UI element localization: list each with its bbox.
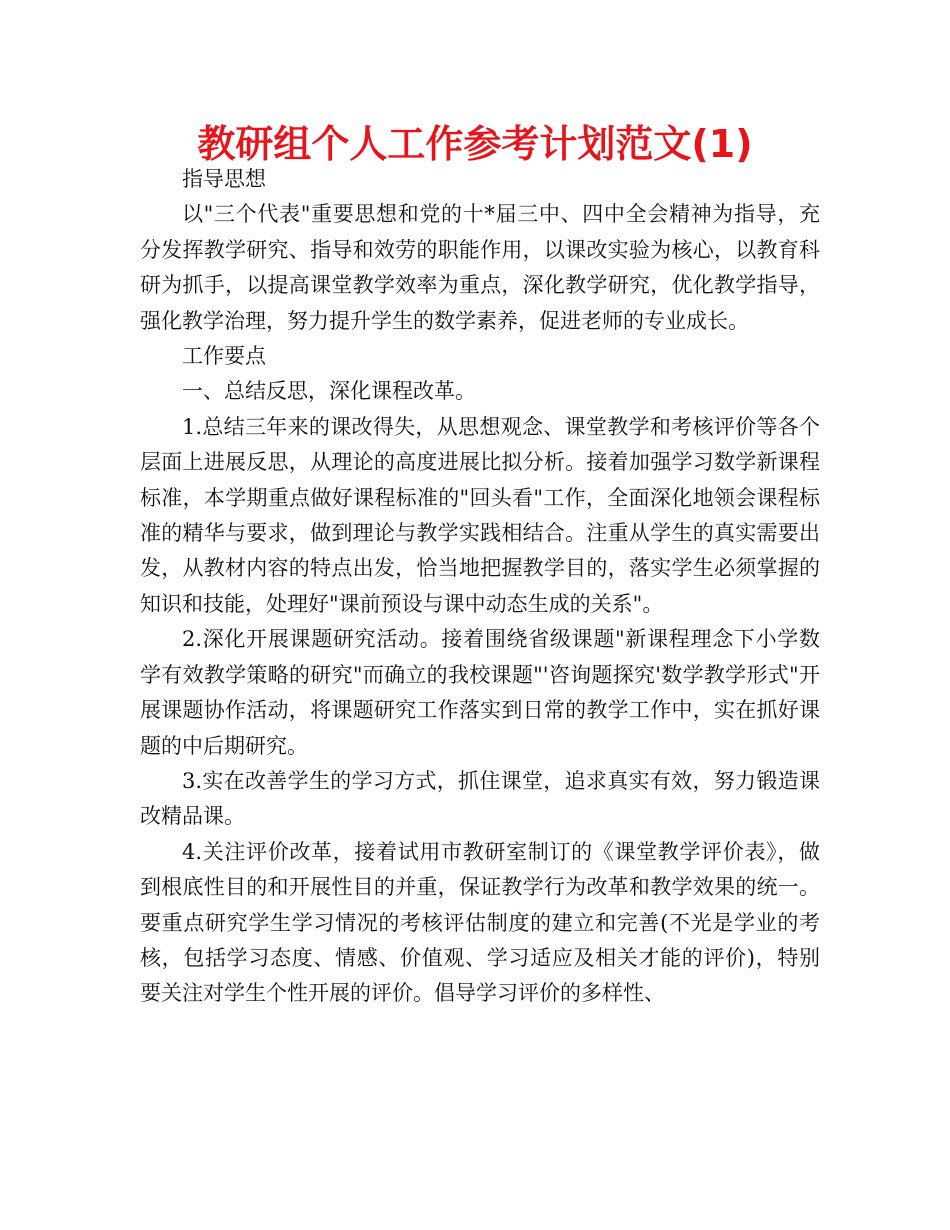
subsection-heading: 一、总结反思，深化课程改革。	[182, 379, 476, 404]
document-body	[140, 162, 820, 1012]
section-heading: 工作要点	[182, 344, 266, 369]
paragraph: 以"三个代表"重要思想和党的十*届三中、四中全会精神为指导，充分发挥教学研究、指导和效劳的职能作用，以课改实验为核心，以教育科研为抓手，以提高课堂教学效率为重点，深化教学研究，优化教学指导，强化教学治理，努力提升学生的数学素养，促进老师的专业成长。	[140, 202, 820, 333]
paragraph: 1.总结三年来的课改得失，从思想观念、课堂教学和考核评价等各个层面上进展反思，从理论的高度进展比拟分析。接着加强学习数学新课程标准，本学期重点做好课程标准的"回头看"工作，全面深化地领会课程标准的精华与要求，做到理论与教学实践相结合。注重从学生的真实需要出发，从教材内容的特点出发，恰当地把握教学目的，落实学生必须掌握的知识和技能，处理好"课前预设与课中动态生成的关系"。	[140, 414, 820, 616]
paragraph: 3.实在改善学生的学习方式，抓住课堂，追求真实有效，努力锻造课改精品课。	[140, 768, 820, 829]
section-heading: 指导思想	[182, 167, 266, 191]
document-title: 教研组个人工作参考计划范文(1)	[197, 122, 753, 166]
paragraph: 4.关注评价改革，接着试用市教研室制订的《课堂教学评价表》，做到根底性目的和开展性目的并重，保证教学行为改革和教学效果的统一。要重点研究学生学习情况的考核评估制度的建立和完善(不光是学业的考核，包括学习态度、情感、价值观、学习适应及相关才能的评价)，特别要关注对学生个性开展的评价。倡导学习评价的多样性、	[140, 839, 820, 1006]
paragraph: 2.深化开展课题研究活动。接着围绕省级课题"新课程理念下小学数学有效教学策略的研究"而确立的我校课题"'咨询题探究'数学教学形式"开展课题协作活动，将课题研究工作落实到日常的教学工作中，实在抓好课题的中后期研究。	[140, 627, 820, 758]
